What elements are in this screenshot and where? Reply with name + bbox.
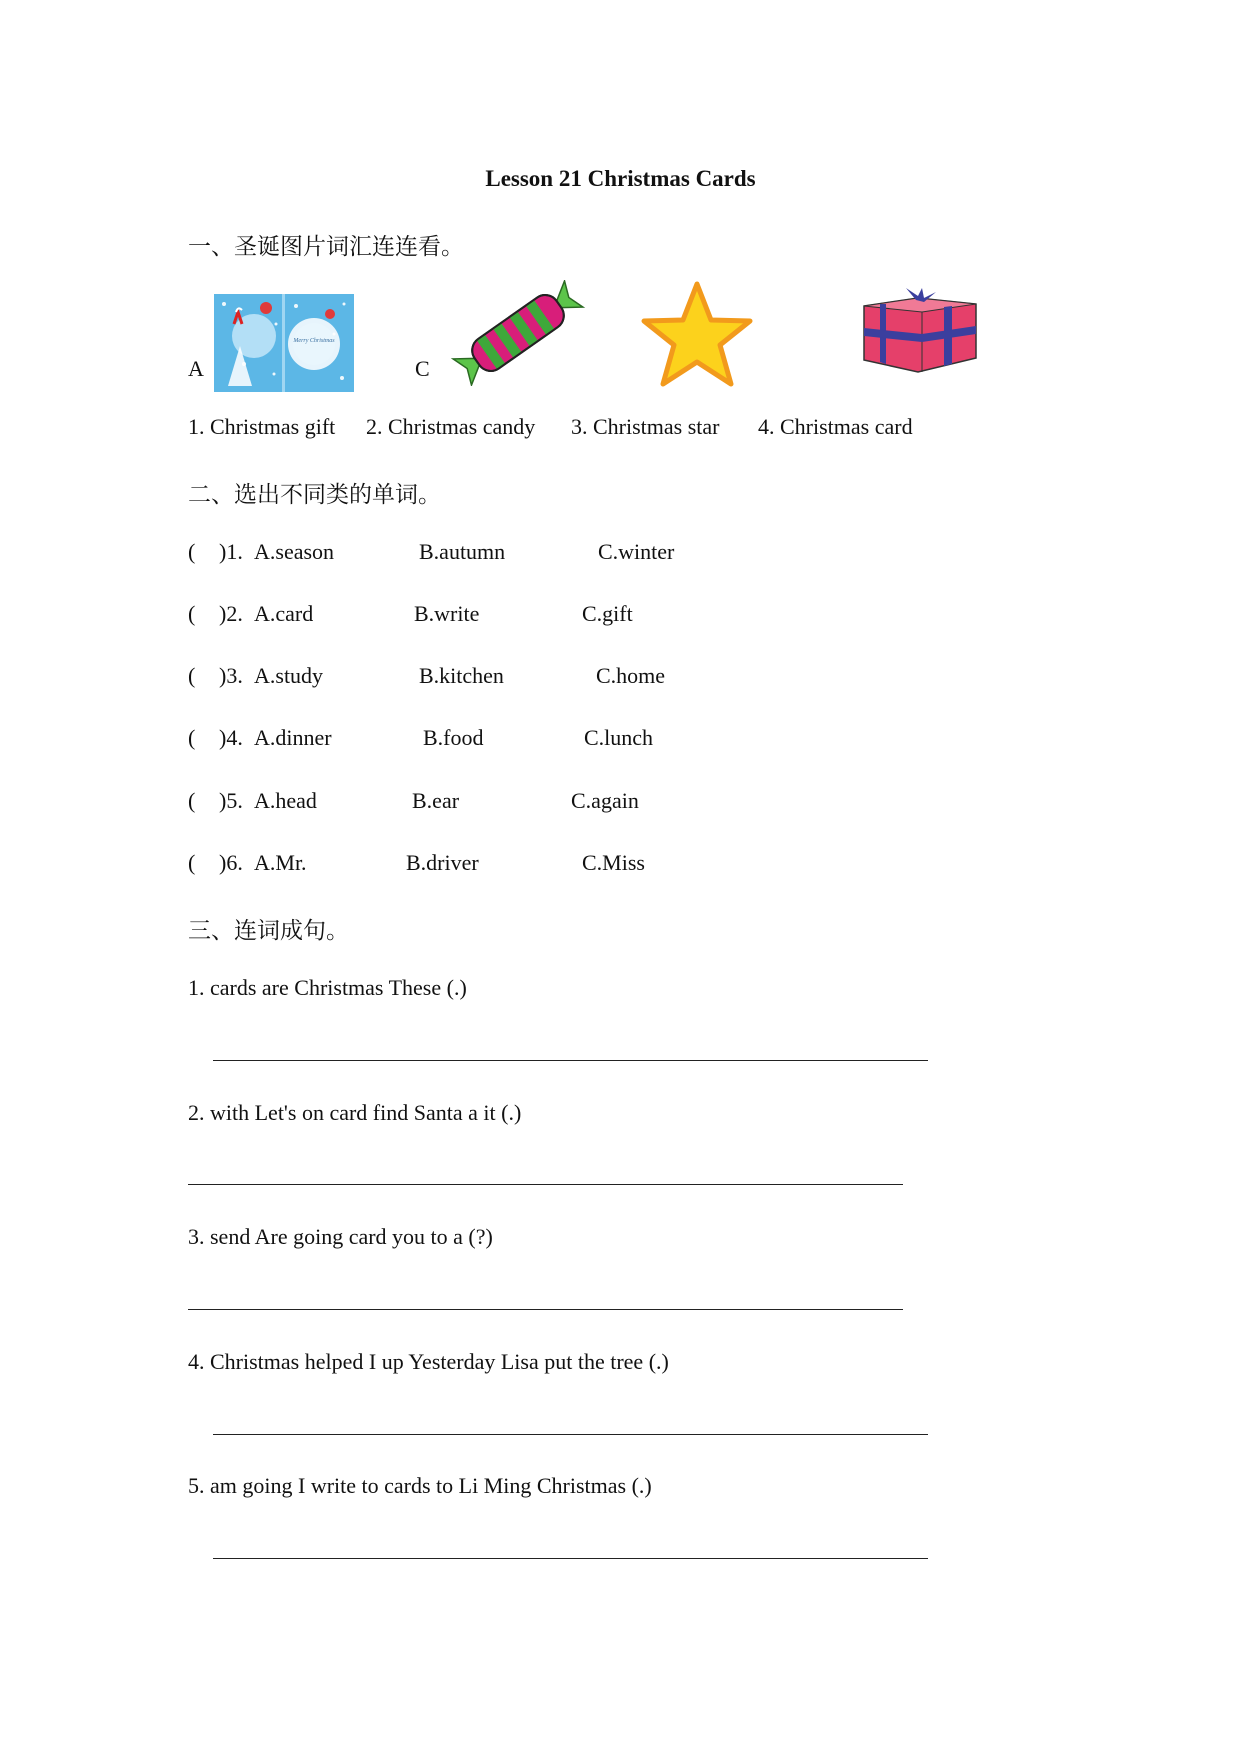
item-1-option-a: A.season: [254, 539, 335, 564]
item-5-option-c: C.again: [571, 788, 639, 813]
question-3: 3. send Are going card you to a (?): [188, 1224, 493, 1249]
question-1: 1. cards are Christmas These (.): [188, 975, 467, 1000]
question-2: 2. with Let's on card find Santa a it (.): [188, 1100, 522, 1125]
item-4-number: )4.: [219, 725, 243, 750]
question-5: 5. am going I write to cards to Li Ming Christmas (.): [188, 1473, 652, 1498]
christmas-card-picture: [214, 294, 354, 392]
item-5-option-b: B.ear: [412, 788, 460, 813]
section-2-heading: 二、选出不同类的单词。: [188, 482, 441, 507]
answer-paren-open: (: [188, 725, 196, 750]
item-1-number: )1.: [219, 539, 243, 564]
item-5-option-a: A.head: [254, 788, 317, 813]
answer-paren-open: (: [188, 663, 196, 688]
vocab-1: 1. Christmas gift: [188, 414, 336, 439]
answer-line-1[interactable]: [213, 1060, 928, 1061]
page-title: Lesson 21 Christmas Cards: [485, 166, 756, 191]
section-1-heading: 一、圣诞图片词汇连连看。: [188, 234, 464, 259]
item-3-option-c: C.home: [596, 663, 666, 688]
answer-paren-open: (: [188, 601, 196, 626]
item-6-option-c: C.Miss: [582, 850, 645, 875]
item-6-option-a: A.Mr.: [254, 850, 307, 875]
answer-paren-open: (: [188, 850, 196, 875]
item-6-number: )6.: [219, 850, 243, 875]
label-a: A: [188, 356, 204, 381]
answer-line-2[interactable]: [188, 1184, 903, 1185]
answer-paren-open: (: [188, 539, 196, 564]
item-3-option-a: A.study: [254, 663, 324, 688]
vocab-3: 3. Christmas star: [571, 414, 720, 439]
answer-line-4[interactable]: [213, 1434, 928, 1435]
answer-paren-open: (: [188, 788, 196, 813]
item-4-option-a: A.dinner: [254, 725, 332, 750]
section-3-heading: 三、连词成句。: [188, 918, 349, 943]
item-3-number: )3.: [219, 663, 243, 688]
vocab-4: 4. Christmas card: [758, 414, 913, 439]
vocab-2: 2. Christmas candy: [366, 414, 536, 439]
item-3-option-b: B.kitchen: [419, 663, 504, 688]
gift-picture: [862, 288, 980, 376]
answer-line-3[interactable]: [188, 1309, 903, 1310]
item-2-option-b: B.write: [414, 601, 480, 626]
item-2-number: )2.: [219, 601, 243, 626]
star-picture: [640, 280, 754, 392]
item-1-option-b: B.autumn: [419, 539, 506, 564]
answer-line-5[interactable]: [213, 1558, 928, 1559]
item-6-option-b: B.driver: [406, 850, 479, 875]
item-4-option-b: B.food: [423, 725, 484, 750]
candy-picture: [448, 280, 588, 386]
item-1-option-c: C.winter: [598, 539, 675, 564]
item-2-option-c: C.gift: [582, 601, 633, 626]
question-4: 4. Christmas helped I up Yesterday Lisa put the tree (.): [188, 1349, 669, 1374]
item-2-option-a: A.card: [254, 601, 314, 626]
label-c: C: [415, 356, 430, 381]
item-5-number: )5.: [219, 788, 243, 813]
item-4-option-c: C.lunch: [584, 725, 654, 750]
card-greeting: Merry Christmas: [293, 338, 335, 344]
